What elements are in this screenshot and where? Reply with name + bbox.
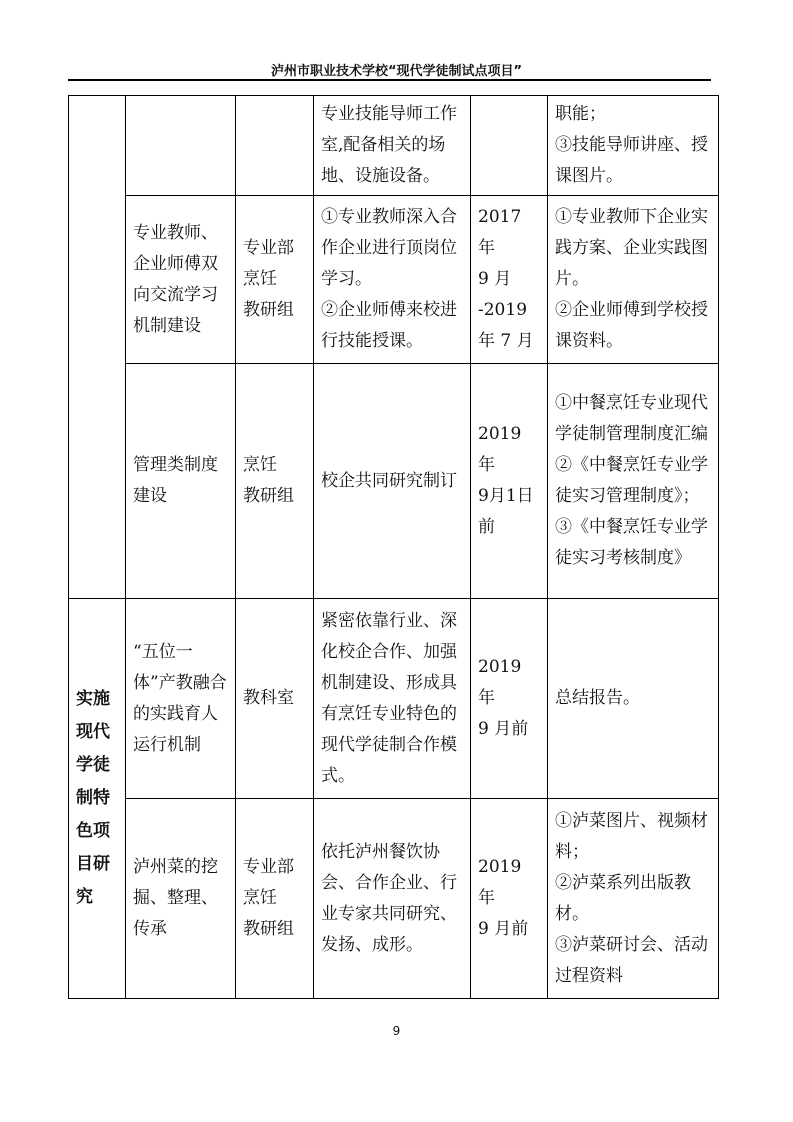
dept-cell: 烹饪 教研组 <box>236 364 314 599</box>
date-cell: 2019 年 9 月前 <box>471 599 548 799</box>
dept-cell: 专业部 烹饪 教研组 <box>236 799 314 999</box>
table-row <box>69 799 719 999</box>
result-cell: ①专业教师下企业实践方案、企业实践图片。 ②企业师傅到学校授课资料。 <box>548 196 719 364</box>
item-cell: “五位一体”产教融合的实践育人运行机制 <box>126 599 236 799</box>
section-cell <box>69 96 126 599</box>
content-cell: 紧密依靠行业、深化校企合作、加强机制建设、形成具有烹饪专业特色的现代学徒制合作模式。 <box>314 599 471 799</box>
date-cell: 2019 年 9 月前 <box>471 799 548 999</box>
date-cell: 2019 年 9月1日 前 <box>471 364 548 599</box>
table-row <box>69 96 719 196</box>
dept-cell: 专业部 烹饪 教研组 <box>236 196 314 364</box>
result-cell: 总结报告。 <box>548 599 719 799</box>
header-divider <box>68 79 711 81</box>
dept-cell <box>236 96 314 196</box>
section-cell: 实施 现代 学徒 制特 色项 目研 究 <box>69 599 126 999</box>
dept-cell: 教科室 <box>236 599 314 799</box>
table-row <box>69 599 719 799</box>
page-header: 泸州市职业技术学校“现代学徒制试点项目” <box>270 64 523 79</box>
table-row <box>69 364 719 599</box>
content-cell: ①专业教师深入合作企业进行顶岗位学习。 ②企业师傅来校进行技能授课。 <box>314 196 471 364</box>
project-table <box>68 95 719 999</box>
result-cell: ①泸菜图片、视频材料； ②泸菜系列出版教材。 ③泸菜研讨会、活动过程资料 <box>548 799 719 999</box>
result-cell: 职能； ③技能导师讲座、授课图片。 <box>548 96 719 196</box>
item-cell: 管理类制度建设 <box>126 364 236 599</box>
item-cell: 专业教师、企业师傅双向交流学习机制建设 <box>126 196 236 364</box>
date-cell <box>471 96 548 196</box>
page-number: 9 <box>392 1024 401 1038</box>
result-cell: ①中餐烹饪专业现代学徒制管理制度汇编②《中餐烹饪专业学徒实习管理制度》；③《中餐烹饪专业学徒实习考核制度》 <box>548 364 719 599</box>
table-row <box>69 196 719 364</box>
item-cell <box>126 96 236 196</box>
item-cell: 泸州菜的挖掘、整理、传承 <box>126 799 236 999</box>
content-cell: 校企共同研究制订 <box>314 364 471 599</box>
content-cell: 专业技能导师工作室,配备相关的场地、设施设备。 <box>314 96 471 196</box>
date-cell: 2017 年 9 月 -2019 年 7 月 <box>471 196 548 364</box>
content-cell: 依托泸州餐饮协会、合作企业、行业专家共同研究、发扬、成形。 <box>314 799 471 999</box>
